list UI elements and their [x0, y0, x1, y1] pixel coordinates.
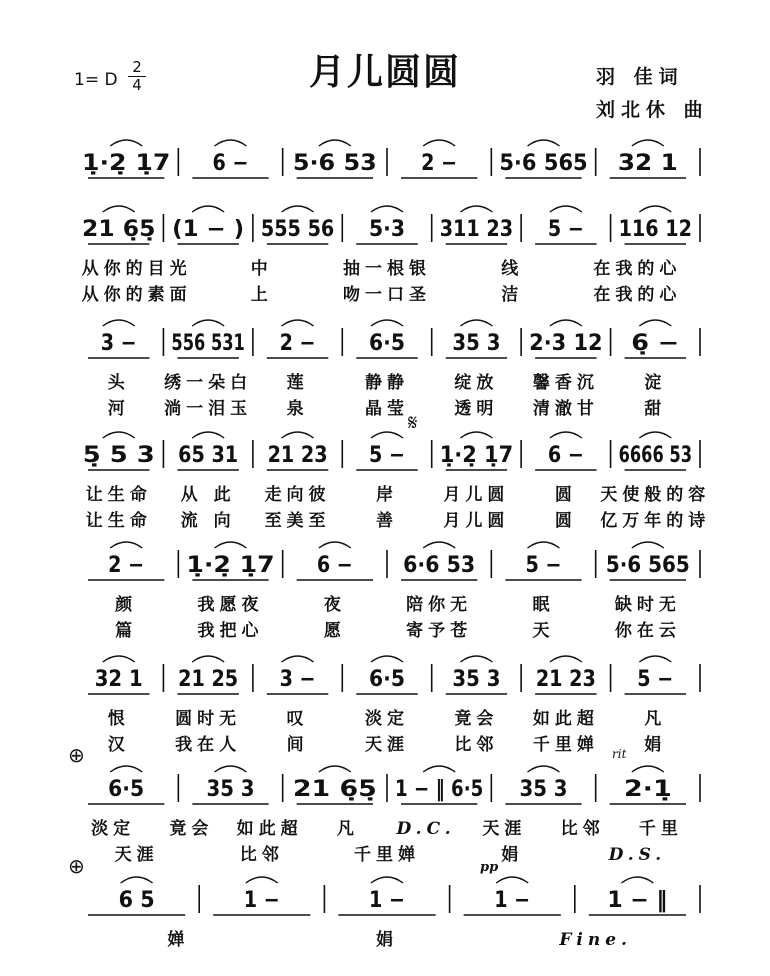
slur-arc [460, 320, 492, 326]
lyric-verse-1: 凡 [644, 709, 667, 729]
notes-measure: 32 1 [617, 151, 678, 176]
lyric-verse-1: 在我的心 [593, 259, 682, 279]
slur-arc [632, 542, 664, 548]
composer-credit: 刘北休 曲 [596, 99, 709, 121]
lyric-verse-2: 千里婵 [532, 735, 599, 755]
slur-arc [639, 432, 671, 438]
lyric-verse-2: 流 向 [180, 511, 236, 531]
notes-measure: 5 − [637, 667, 674, 692]
lyric-verse-1: 线 [501, 259, 524, 279]
lyric-verse-2: 你在云 [614, 621, 681, 641]
slur-arc [528, 542, 560, 548]
lyric-verse-2: 天涯 [114, 845, 159, 865]
lyric-verse-2: 月儿圆 [443, 511, 510, 531]
notes-measure: 116 12 [618, 217, 692, 242]
lyric-verse-1: 天使般的容 [600, 485, 711, 505]
lyric-verse-1: 比邻 [560, 819, 605, 839]
lyric-verse-1: 头 [107, 373, 130, 393]
slur-arc [460, 432, 492, 438]
lyric-verse-2: 泉 [286, 399, 309, 419]
notes-measure: 6 − [212, 151, 249, 176]
lyric-verse-1: 我愿夜 [197, 595, 264, 615]
notes-measure: 6 5 [118, 888, 155, 913]
slur-arc [319, 542, 351, 548]
slur-arc [110, 140, 142, 146]
lyric-verse-2: 透明 [454, 399, 499, 419]
notes-measure: 5·6 53 [292, 151, 377, 176]
slur-arc [110, 766, 142, 772]
lyric-verse-2: 比邻 [454, 735, 499, 755]
lyric-verse-2: 汉 [107, 735, 130, 755]
rit-marking: rit [612, 747, 627, 761]
notes-measure: 2 − [108, 553, 145, 578]
lyric-verse-1: Fine. [559, 930, 632, 950]
slur-arc [528, 766, 560, 772]
notes-measure: 6̣ − [631, 331, 680, 356]
slur-arc [550, 206, 582, 212]
slur-arc [639, 656, 671, 662]
slur-arc [282, 432, 314, 438]
lyric-verse-1: 如此超 [236, 819, 303, 839]
lyric-verse-1: 中 [250, 259, 273, 279]
lyric-verse-1: 眠 [532, 595, 555, 615]
lyric-verse-2: 篇 [115, 621, 138, 641]
lyric-verse-2: 我在人 [175, 735, 242, 755]
lyric-verse-1: 月儿圆 [443, 485, 510, 505]
meter-bottom: 4 [132, 76, 142, 94]
slur-arc [110, 542, 142, 548]
lyric-verse-1: 走向彼 [264, 485, 331, 505]
slur-arc [282, 320, 314, 326]
lyric-verse-2: 在我的心 [593, 285, 682, 305]
lyric-verse-2: 让生命 [85, 511, 152, 531]
lyric-verse-1: 娟 [376, 930, 398, 950]
lyric-verse-2: 洁 [501, 285, 524, 305]
notes-measure: 5·3 [369, 217, 405, 242]
slur-arc [103, 320, 135, 326]
lyric-verse-2: 比邻 [239, 845, 284, 865]
notes-measure: 1 − [494, 888, 531, 913]
notes-measure: 1 − [369, 888, 405, 913]
notes-measure: 35 3 [452, 667, 501, 692]
slur-arc [632, 766, 664, 772]
slur-arc [282, 656, 314, 662]
notes-measure: 35 3 [519, 777, 568, 802]
slur-arc [192, 656, 224, 662]
lyric-verse-2: 寄予苍 [406, 621, 473, 641]
notes-measure: 6·5 [108, 777, 145, 802]
slur-arc [423, 542, 455, 548]
notes-measure: 5·6 565 [499, 151, 588, 176]
slur-arc [496, 877, 528, 883]
lyric-verse-1: 天涯 [482, 819, 527, 839]
lyric-verse-1: 缺时无 [614, 595, 681, 615]
lyric-verse-2: 上 [250, 285, 273, 305]
notes-measure: 555 56 [260, 217, 335, 242]
lyric-verse-1: 岸 [376, 485, 398, 505]
notes-measure: 5̣ 5 3 [82, 443, 155, 468]
notes-measure: 6 − [547, 443, 584, 468]
lyric-verse-1: 夜 [323, 595, 346, 615]
lyric-verse-1: 如此超 [532, 709, 599, 729]
lyric-verse-2: 河 [107, 399, 130, 419]
notes-measure: 65 31 [178, 443, 239, 468]
lyric-verse-2: 淌一泪玉 [164, 399, 253, 419]
lyric-verse-2: 娟 [644, 735, 667, 755]
notes-measure: 3 − [100, 331, 137, 356]
notes-measure: 5 − [525, 553, 562, 578]
segno-sign: 𝄋 [408, 411, 418, 436]
slur-arc [215, 140, 247, 146]
notes-measure: 6·5 [369, 331, 405, 356]
key-signature: 1= D [74, 70, 118, 90]
lyric-verse-1: 绣一朵白 [164, 373, 253, 393]
song-title: 月儿圆圆 [308, 52, 461, 93]
notes-measure: 6·6 53 [403, 553, 476, 578]
lyric-verse-2: D.S. [608, 845, 667, 865]
notes-measure: 21 6̣5̣ [292, 777, 377, 802]
slur-arc [371, 432, 403, 438]
slur-arc [192, 206, 224, 212]
lyric-verse-2: 亿万年的诗 [600, 511, 711, 531]
notes-measure: 21 6̣5̣ [82, 217, 156, 242]
notes-measure: 21 23 [535, 667, 596, 692]
slur-arc [103, 432, 135, 438]
lyric-verse-1: 叹 [286, 709, 309, 729]
lyric-verse-2: 甜 [644, 399, 667, 419]
notes-measure: 6666 53 [618, 443, 692, 468]
notes-measure: 311 23 [439, 217, 514, 242]
slur-arc [639, 320, 671, 326]
notes-measure: 1̣·2̣ 1̣7 [439, 443, 514, 468]
lyric-verse-2: 吻一口圣 [343, 285, 431, 305]
notes-measure: 3 − [279, 667, 316, 692]
slur-arc [215, 766, 247, 772]
slur-arc [103, 656, 135, 662]
lyric-verse-1: 让生命 [85, 485, 152, 505]
lyric-verse-2: 娟 [501, 845, 524, 865]
lyric-verse-1: 圆 [554, 485, 577, 505]
slur-arc [215, 542, 247, 548]
lyric-verse-1: 淡定 [91, 819, 136, 839]
notes-measure: 1 − ‖ 6·5 [395, 777, 484, 802]
dynamic-marking: pp [480, 860, 499, 875]
notes-measure: 1̣·2̣ 1̣7 [186, 553, 275, 578]
meter-top: 2 [132, 58, 142, 76]
slur-arc [423, 140, 455, 146]
notes-measure: 32 1 [94, 667, 143, 692]
lyric-verse-2: 我把心 [197, 621, 264, 641]
lyric-verse-2: 间 [286, 735, 309, 755]
lyric-verse-2: 从你的素面 [81, 285, 192, 305]
slur-arc [192, 320, 224, 326]
notes-measure: 556 531 [171, 331, 245, 356]
notes-measure: 6 − [316, 553, 353, 578]
lyricist-credit: 羽 佳词 [596, 66, 684, 88]
lyric-verse-2: 善 [376, 511, 398, 531]
notes-measure: 35 3 [452, 331, 501, 356]
slur-arc [528, 140, 560, 146]
slur-arc [103, 206, 135, 212]
lyric-verse-1: 馨香沉 [532, 373, 599, 393]
notes-measure: 1 − [243, 888, 280, 913]
lyric-verse-2: 晶莹 [365, 399, 409, 419]
slur-arc [192, 432, 224, 438]
lyric-verse-1: 从 此 [180, 485, 236, 505]
slur-arc [550, 656, 582, 662]
lyric-verse-1: D.C. [396, 819, 456, 839]
lyric-verse-1: 莲 [286, 373, 309, 393]
lyric-verse-1: 颜 [115, 595, 138, 615]
notes-measure: 2 − [421, 151, 458, 176]
notes-measure: 5·6 565 [605, 553, 690, 578]
slur-arc [371, 206, 403, 212]
slur-arc [282, 206, 314, 212]
notes-measure: 6·5 [369, 667, 405, 692]
slur-arc [550, 432, 582, 438]
slur-arc [460, 656, 492, 662]
notes-measure: 2 − [279, 331, 316, 356]
lyric-verse-1: 竟会 [169, 819, 214, 839]
lyric-verse-2: 千里婵 [354, 845, 420, 865]
notes-measure: 5 − [369, 443, 405, 468]
lyric-verse-1: 千里 [638, 819, 683, 839]
slur-arc [121, 877, 153, 883]
notes-measure: 2·1̣ [623, 777, 672, 802]
slur-arc [371, 320, 403, 326]
lyric-verse-2: 天涯 [365, 735, 409, 755]
lyric-verse-1: 静静 [365, 373, 409, 393]
slur-arc [319, 140, 351, 146]
lyric-verse-1: 陪你无 [406, 595, 473, 615]
lyric-verse-1: 绽放 [454, 373, 499, 393]
notes-measure: 2·3 12 [529, 331, 603, 356]
lyric-verse-1: 抽一根银 [343, 259, 431, 279]
lyric-verse-2: 圆 [554, 511, 577, 531]
lyric-verse-2: 天 [532, 621, 555, 641]
lyric-verse-2: 愿 [323, 621, 346, 641]
lyric-verse-1: 婵 [167, 930, 190, 950]
slur-arc [550, 320, 582, 326]
slur-arc [632, 140, 664, 146]
notes-measure: 1̣·2̣ 1̣7 [82, 151, 171, 176]
lyric-verse-1: 从你的目光 [81, 259, 192, 279]
coda-sign: ⊕ [68, 743, 85, 767]
slur-arc [621, 877, 653, 883]
slur-arc [246, 877, 278, 883]
notes-measure: 21 25 [178, 667, 239, 692]
notes-measure: 5 − [547, 217, 584, 242]
notes-measure: 35 3 [206, 777, 255, 802]
slur-arc [371, 877, 403, 883]
slur-arc [319, 766, 351, 772]
coda-sign: ⊕ [68, 854, 85, 878]
lyric-verse-1: 竟会 [454, 709, 499, 729]
lyric-verse-1: 淡定 [365, 709, 409, 729]
lyric-verse-1: 圆时无 [175, 709, 242, 729]
slur-arc [460, 206, 492, 212]
notes-measure: 1 − ‖ [607, 888, 668, 913]
lyric-verse-2: 清澈甘 [532, 399, 599, 419]
notes-measure: 21 23 [267, 443, 328, 468]
slur-arc [639, 206, 671, 212]
notes-measure: (1 − ) [172, 217, 245, 242]
lyric-verse-1: 淀 [644, 373, 667, 393]
lyric-verse-1: 恨 [107, 709, 130, 729]
lyric-verse-1: 凡 [336, 819, 359, 839]
slur-arc [371, 656, 403, 662]
lyric-verse-2: 至美至 [264, 511, 331, 531]
slur-arc [423, 766, 455, 772]
